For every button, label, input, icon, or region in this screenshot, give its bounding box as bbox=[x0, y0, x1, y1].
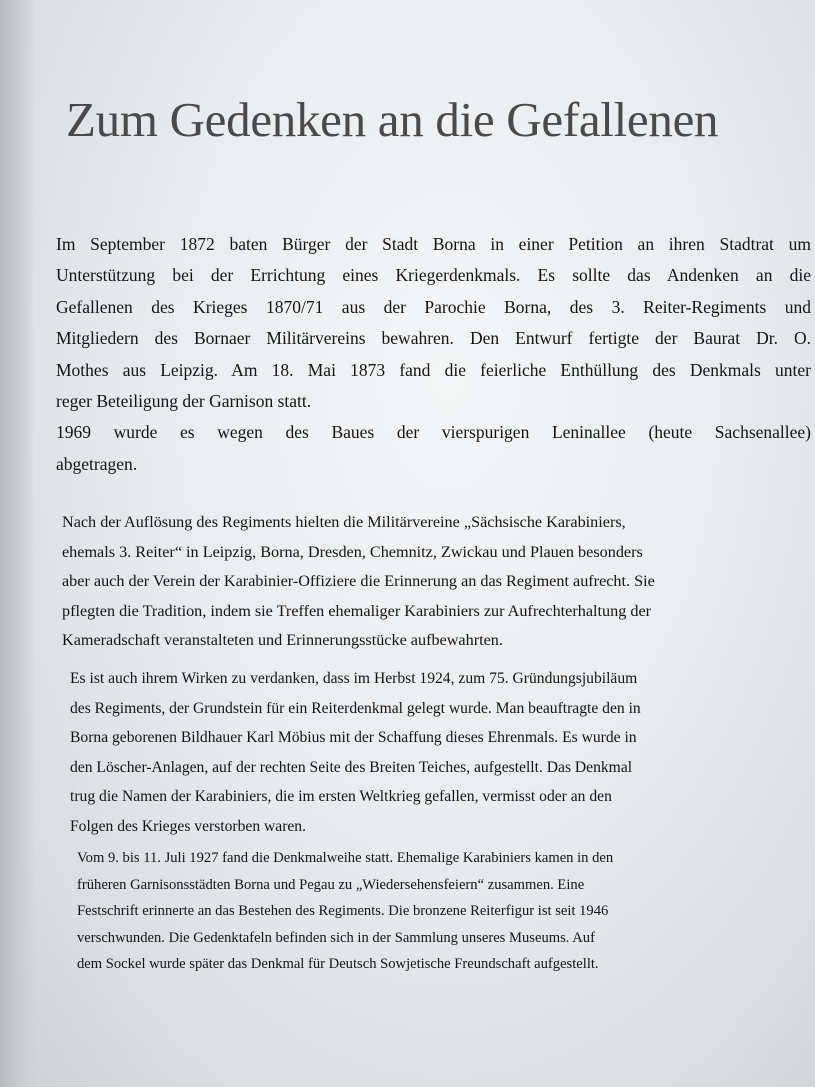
paragraph-reiterdenkmal bbox=[70, 664, 790, 842]
paragraph-denkmalweihe bbox=[77, 845, 782, 978]
text-line: dem Sockel wurde später das Denkmal für Deutsch Sowjetische Freundschaft aufgestellt. bbox=[77, 956, 599, 972]
text-line: früheren Garnisonsstädten Borna und Pegau zu „Wiedersehensfeiern“ zusammen. Eine bbox=[77, 876, 585, 893]
text-line: Kameradschaft veranstalteten und Erinnerungsstücke aufbewahrten. bbox=[62, 631, 503, 649]
text-line: Folgen des Krieges verstorben waren. bbox=[70, 817, 307, 835]
text-line: trug die Namen der Karabiniers, die im ersten Weltkrieg gefallen, vermisst oder an den bbox=[70, 788, 612, 806]
page-title: Zum Gedenken an die Gefallenen bbox=[66, 92, 719, 147]
text-line: Es ist auch ihrem Wirken zu verdanken, dass im Herbst 1924, zum 75. Gründungsjubiläum bbox=[70, 670, 638, 687]
text-line: Im September 1872 baten Bürger der Stadt Borna in einer Petition an ihren Stadtrat um bbox=[56, 234, 811, 254]
text-line: Festschrift erinnerte an das Bestehen des Regiments. Die bronzene Reiterfigur ist seit 1946 bbox=[77, 903, 609, 919]
text-line: aber auch der Verein der Karabinier-Offiziere die Erinnerung an das Regiment aufrecht. Sie bbox=[62, 572, 655, 590]
paragraph-kriegerdenkmal bbox=[56, 229, 811, 480]
board-left-edge-shadow bbox=[0, 0, 36, 1087]
text-line: Mitgliedern des Bornaer Militärvereins bewahren. Den Entwurf fertigte der Baurat Dr. O. bbox=[56, 328, 811, 349]
text-line: Mothes aus Leipzig. Am 18. Mai 1873 fand die feierliche Enthüllung des Denkmals unter bbox=[56, 359, 811, 380]
text-line: Gefallenen des Krieges 1870/71 aus der Parochie Borna, des 3. Reiter-Regiments und bbox=[56, 296, 811, 317]
text-line: abgetragen. bbox=[56, 453, 138, 474]
paragraph-militaervereine bbox=[62, 508, 800, 656]
text-line: 1969 wurde es wegen des Baues der vierspurigen Leninallee (heute Sachsenallee) bbox=[56, 422, 811, 443]
text-line: Borna geborenen Bildhauer Karl Möbius mit der Schaffung dieses Ehrenmals. Es wurde in bbox=[70, 729, 637, 747]
text-line: Vom 9. bis 11. Juli 1927 fand die Denkmalweihe statt. Ehemalige Karabiniers kamen in den bbox=[77, 850, 614, 866]
text-line: ehemals 3. Reiter“ in Leipzig, Borna, Dresden, Chemnitz, Zwickau und Plauen besonders bbox=[62, 542, 643, 561]
text-line: des Regiments, der Grundstein für ein Reiterdenkmal gelegt wurde. Man beauftragte den in bbox=[70, 699, 641, 717]
text-line: Unterstützung bei der Errichtung eines Kriegerdenkmals. Es sollte das Andenken an die bbox=[56, 265, 811, 286]
text-line: Nach der Auflösung des Regiments hielten die Militärvereine „Sächsische Karabiniers, bbox=[62, 513, 626, 531]
text-line: verschwunden. Die Gedenktafeln befinden sich in der Sammlung unseres Museums. Auf bbox=[77, 929, 595, 946]
text-line: pflegten die Tradition, indem sie Treffen ehemaliger Karabiniers zur Aufrechterhaltung der bbox=[62, 601, 652, 620]
text-line: reger Beteiligung der Garnison statt. bbox=[56, 391, 312, 412]
text-line: den Löscher-Anlagen, auf der rechten Seite des Breiten Teiches, aufgestellt. Das Denkmal bbox=[70, 758, 633, 776]
